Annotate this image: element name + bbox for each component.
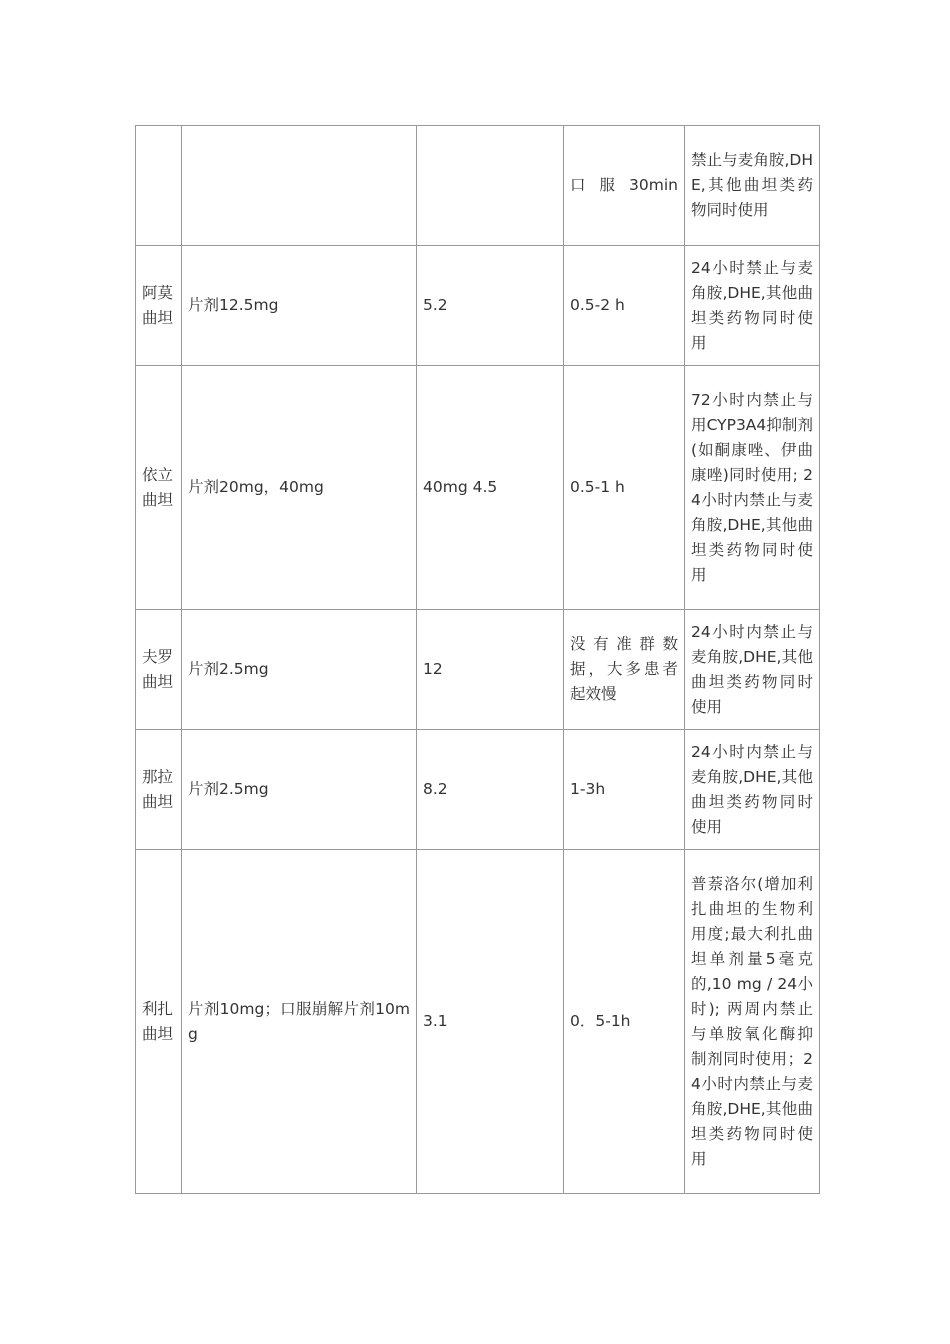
contraindication-cell: 禁止与麦角胺,DHE,其他曲坦类药物同时使用 (685, 126, 820, 246)
dosage-form-cell: 片剂10mg；口服崩解片剂10mg (182, 850, 417, 1194)
drug-name-cell: 依立曲坦 (136, 366, 182, 610)
drug-name-cell: 夫罗曲坦 (136, 610, 182, 730)
dosage-form-cell: 片剂2.5mg (182, 610, 417, 730)
half-life-cell: 12 (417, 610, 564, 730)
drug-name-cell: 利扎曲坦 (136, 850, 182, 1194)
onset-cell: 没有准群数据，大多患者起效慢 (564, 610, 685, 730)
half-life-cell: 40mg 4.5 (417, 366, 564, 610)
dosage-form-cell: 片剂2.5mg (182, 730, 417, 850)
drug-name-cell: 那拉曲坦 (136, 730, 182, 850)
table-row (136, 366, 820, 610)
table-row (136, 246, 820, 366)
table-row (136, 610, 820, 730)
contraindication-cell: 72小时内禁止与用CYP3A4抑制剂(如酮康唑、伊曲康唑)同时使用; 24小时内禁止与麦角胺,DHE,其他曲坦类药物同时使用 (685, 366, 820, 610)
half-life-cell (417, 126, 564, 246)
onset-cell: 0.5-2 h (564, 246, 685, 366)
dosage-form-cell (182, 126, 417, 246)
contraindication-cell: 24小时内禁止与麦角胺,DHE,其他曲坦类药物同时使用 (685, 610, 820, 730)
onset-cell: 0.5-1 h (564, 366, 685, 610)
half-life-cell: 5.2 (417, 246, 564, 366)
triptan-drug-table (135, 125, 820, 1194)
drug-name-cell (136, 126, 182, 246)
half-life-cell: 8.2 (417, 730, 564, 850)
contraindication-cell: 24小时内禁止与麦角胺,DHE,其他曲坦类药物同时使用 (685, 730, 820, 850)
onset-cell: 1-3h (564, 730, 685, 850)
dosage-form-cell: 片剂12.5mg (182, 246, 417, 366)
table-row (136, 730, 820, 850)
table-row (136, 850, 820, 1194)
onset-cell: 口服30min (564, 126, 685, 246)
drug-name-cell: 阿莫曲坦 (136, 246, 182, 366)
contraindication-cell: 普萘洛尔(增加利扎曲坦的生物利用度;最大利扎曲坦单剂量5毫克的,10 mg / 24小时); 两周内禁止与单胺氧化酶抑制剂同时使用；24小时内禁止与麦角胺,DHE,其他曲坦类药物同时使用 (685, 850, 820, 1194)
half-life-cell: 3.1 (417, 850, 564, 1194)
onset-cell: 0．5-1h (564, 850, 685, 1194)
contraindication-cell: 24小时禁止与麦角胺,DHE,其他曲坦类药物同时使用 (685, 246, 820, 366)
table-row (136, 126, 820, 246)
dosage-form-cell: 片剂20mg，40mg (182, 366, 417, 610)
